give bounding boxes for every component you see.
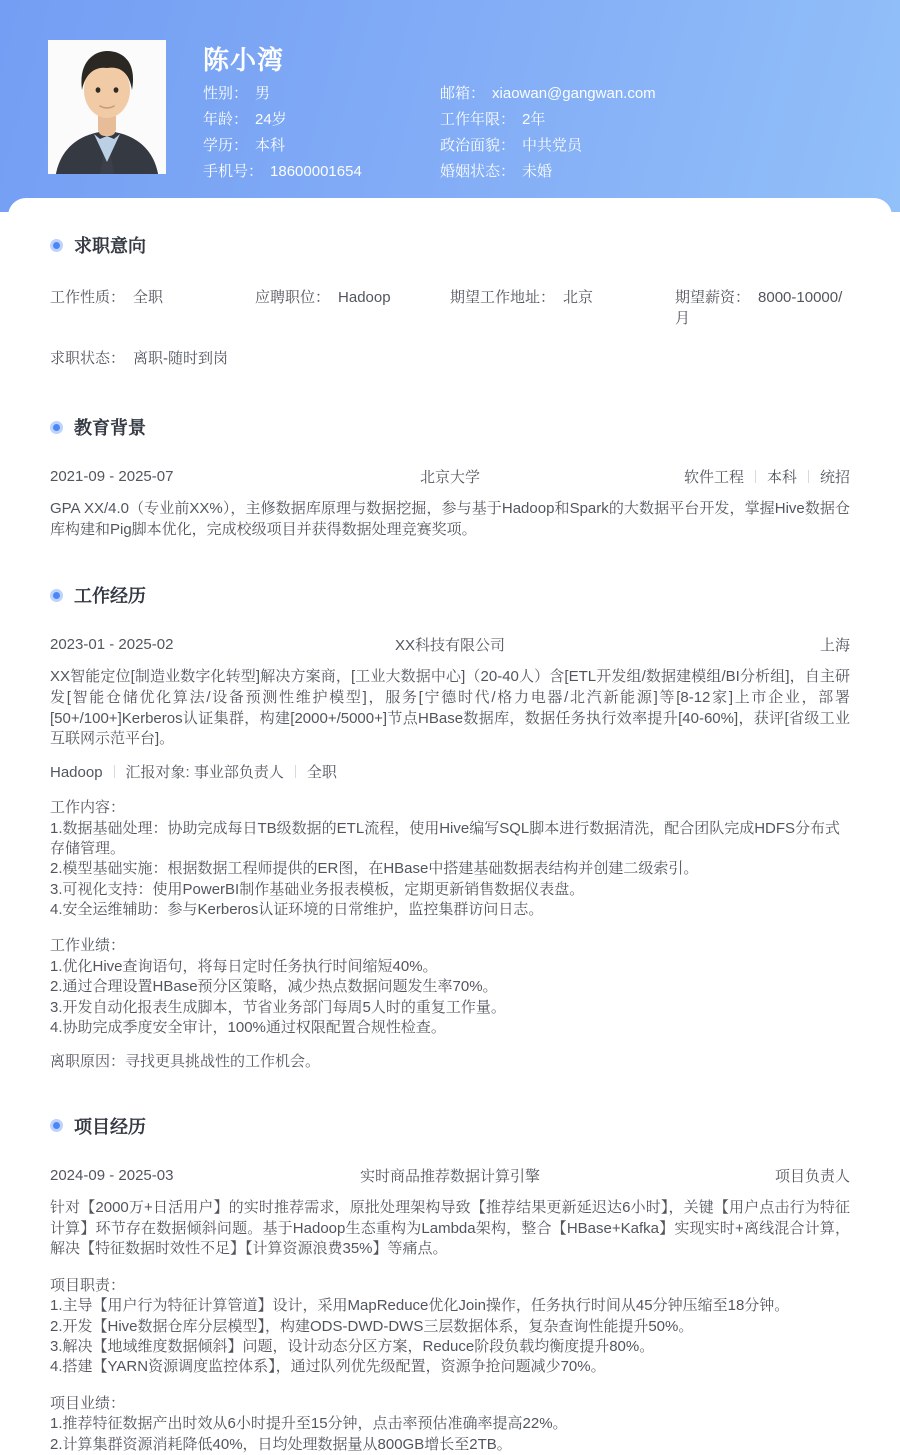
work-achievements-title: 工作业绩： <box>50 937 126 955</box>
field-value: 未婚 <box>522 163 553 180</box>
work-achievements-block <box>50 936 850 1038</box>
divider <box>808 470 809 483</box>
field-label: 学历： <box>203 137 249 154</box>
section-bullet-icon <box>50 589 63 602</box>
education-description: GPA XX/4.0（专业前XX%），主修数据库原理与数据挖掘，参与基于Hadoop和Spark的大数据平台开发，掌握Hive数据仓库构建和Pig脚本优化，完成校级项目并获得数据处理竞赛奖项。 <box>50 500 850 538</box>
work-leave-reason: 离职原因：寻找更具挑战性的工作机会。 <box>50 1053 321 1071</box>
project-result-item: 1.推荐特征数据产出时效从6小时提升至15分钟，点击率预估准确率提高22%。 <box>50 1415 568 1433</box>
section-title: 教育背景 <box>74 418 146 438</box>
intent-work-type <box>50 286 255 328</box>
field-value: 24岁 <box>255 111 287 128</box>
project-role: 项目负责人 <box>774 1167 850 1185</box>
project-name: 实时商品推荐数据计算引擎 <box>359 1167 540 1185</box>
divider <box>755 470 756 483</box>
intent-position <box>255 286 450 328</box>
field-label: 手机号： <box>203 163 264 180</box>
project-summary: 针对【2000万+日活用户】的实时推荐需求，原批处理架构导致【推荐结果更新延迟达6小时】，关键【用户点击行为特征计算】环节存在数据倾斜问题。基于Hadoop生态重构为Lambda架构，整合【HBase+Kafka】实现实时+离线混合计算，解决【特征数据时效性不足】【计算资源浪费35%】等痛点。 <box>50 1198 850 1258</box>
project-responsibility-item: 2.开发【Hive数据仓库分层模型】，构建ODS-DWD-DWS三层数据体系，复杂查询性能提升50%。 <box>50 1317 694 1335</box>
divider <box>295 765 296 778</box>
field-label: 政治面貌： <box>440 137 516 154</box>
section-job-intention <box>50 232 850 258</box>
project-responsibility-item: 4.搭建【YARN资源调度监控体系】，通过队列优先级配置，资源争抢问题减少70%。 <box>50 1358 606 1376</box>
work-achievement-item: 3.开发自动化报表生成脚本，节省业务部门每周5人时的重复工作量。 <box>50 998 506 1016</box>
section-project-experience <box>50 1113 850 1139</box>
job-intention-row-2 <box>50 347 850 368</box>
field-age <box>203 107 362 133</box>
intent-value: 北京 <box>563 289 594 306</box>
field-label: 邮箱： <box>440 85 486 102</box>
intent-label: 求职状态： <box>50 350 126 367</box>
field-political-status <box>440 133 656 159</box>
field-marital-status <box>440 159 656 185</box>
divider <box>114 765 115 778</box>
education-tags <box>684 466 850 487</box>
field-value: 18600001654 <box>270 163 362 180</box>
field-label: 性别： <box>203 85 249 102</box>
education-school: 北京大学 <box>419 469 480 486</box>
project-responsibility-item: 3.解决【地域维度数据倾斜】问题，设计动态分区方案，Reduce阶段负载均衡度提升80%。 <box>50 1338 655 1356</box>
work-company: XX科技有限公司 <box>394 637 505 655</box>
work-meta-row <box>50 634 850 655</box>
work-job-type: 全职 <box>306 764 337 782</box>
field-gender <box>203 81 362 107</box>
work-period: 2023-01 - 2025-02 <box>50 636 174 654</box>
work-position-row <box>50 761 850 782</box>
content-card <box>8 198 892 1453</box>
intent-status <box>50 350 228 367</box>
field-label: 年龄： <box>203 111 249 128</box>
field-value: 中共党员 <box>522 137 583 154</box>
intent-location <box>450 286 675 328</box>
project-responsibility-item: 1.主导【用户行为特征计算管道】设计，采用MapReduce优化Join操作，任务执行时间从45分钟压缩至18分钟。 <box>50 1297 790 1315</box>
field-label: 婚姻状态： <box>440 163 516 180</box>
project-meta-row <box>50 1165 850 1186</box>
work-location: 上海 <box>819 637 850 655</box>
intent-value: 离职-随时到岗 <box>133 350 229 367</box>
education-period: 2021-09 - 2025-07 <box>50 468 174 485</box>
field-education <box>203 133 362 159</box>
project-responsibilities-title: 项目职责： <box>50 1276 126 1294</box>
intent-value: 8000-10000/月 <box>675 289 843 327</box>
work-duty-item: 3.可视化支持：使用PowerBI制作基础业务报表模板，定期更新销售数据仪表盘。 <box>50 880 585 898</box>
field-work-years <box>440 107 656 133</box>
header-fields-left <box>203 81 362 185</box>
field-value: xiaowan@gangwan.com <box>492 85 656 102</box>
profile-photo <box>48 40 166 174</box>
project-result-item: 2.计算集群资源消耗降低40%，日均处理数据量从800GB增长至2TB。 <box>50 1435 512 1453</box>
field-label: 工作年限： <box>440 111 516 128</box>
work-company-summary: XX智能定位[制造业数字化转型]解决方案商，[工业大数据中心]（20-40人）含[ETL开发组/数据建模组/BI分析组]，自主研发[智能仓储优化算法/设备预测性维护模型]，服务[宁德时代/格力电器/北汽新能源]等[8-12家]上市企业，部署[50+/100+]Kerberos认证集群，构建[2000+/5000+]节点HBase数据库，数据任务执行效率提升[40-60%]，获评[省级工业互联网示范平台]。 <box>50 668 850 748</box>
field-value: 本科 <box>255 137 286 154</box>
education-major: 软件工程 <box>683 469 744 486</box>
work-report-to: 汇报对象: 事业部负责人 <box>125 764 284 782</box>
work-duties-block <box>50 798 850 920</box>
project-results-title: 项目业绩： <box>50 1394 126 1412</box>
section-bullet-icon <box>50 239 63 252</box>
section-title: 求职意向 <box>74 236 146 256</box>
section-education <box>50 414 850 440</box>
intent-label: 工作性质： <box>50 289 126 306</box>
intent-label: 期望薪资： <box>675 289 751 306</box>
portrait-illustration <box>48 40 166 174</box>
work-achievement-item: 2.通过合理设置HBase预分区策略，减少热点数据问题发生率70%。 <box>50 978 498 996</box>
section-bullet-icon <box>50 1119 63 1132</box>
intent-value: 全职 <box>133 289 164 306</box>
work-duty-item: 2.模型基础实施：根据数据工程师提供的ER图，在HBase中搭建基础数据表结构并创建二级索引。 <box>50 860 699 878</box>
intent-salary <box>675 286 850 328</box>
work-duty-item: 1.数据基础处理：协助完成每日TB级数据的ETL流程，使用Hive编写SQL脚本进行数据清洗，配合团队完成HDFS分布式存储管理。 <box>50 819 841 857</box>
header-fields-right <box>440 81 656 185</box>
candidate-name: 陈小湾 <box>203 45 285 75</box>
work-achievement-item: 1.优化Hive查询语句，将每日定时任务执行时间缩短40%。 <box>50 957 438 975</box>
resume-header <box>0 0 900 212</box>
field-value: 男 <box>255 85 271 102</box>
project-responsibilities-block <box>50 1276 850 1378</box>
project-period: 2024-09 - 2025-03 <box>50 1166 174 1184</box>
work-duties-title: 工作内容： <box>50 799 126 817</box>
work-position: Hadoop <box>50 764 103 782</box>
intent-label: 应聘职位： <box>255 289 331 306</box>
education-meta-row <box>50 466 850 487</box>
job-intention-row-1 <box>50 286 850 328</box>
section-work-experience <box>50 582 850 608</box>
education-admission: 统招 <box>819 469 850 486</box>
field-phone <box>203 159 362 185</box>
project-results-block <box>50 1394 850 1455</box>
field-email <box>440 81 656 107</box>
section-title: 工作经历 <box>74 586 146 607</box>
intent-label: 期望工作地址： <box>450 289 556 306</box>
education-degree: 本科 <box>766 469 797 486</box>
work-duty-item: 4.安全运维辅助：参与Kerberos认证环境的日常维护，监控集群访问日志。 <box>50 901 544 919</box>
work-achievement-item: 4.协助完成季度安全审计，100%通过权限配置合规性检查。 <box>50 1019 446 1037</box>
field-value: 2年 <box>522 111 546 128</box>
section-bullet-icon <box>50 421 63 434</box>
section-title: 项目经历 <box>74 1116 146 1137</box>
intent-value: Hadoop <box>338 289 391 306</box>
